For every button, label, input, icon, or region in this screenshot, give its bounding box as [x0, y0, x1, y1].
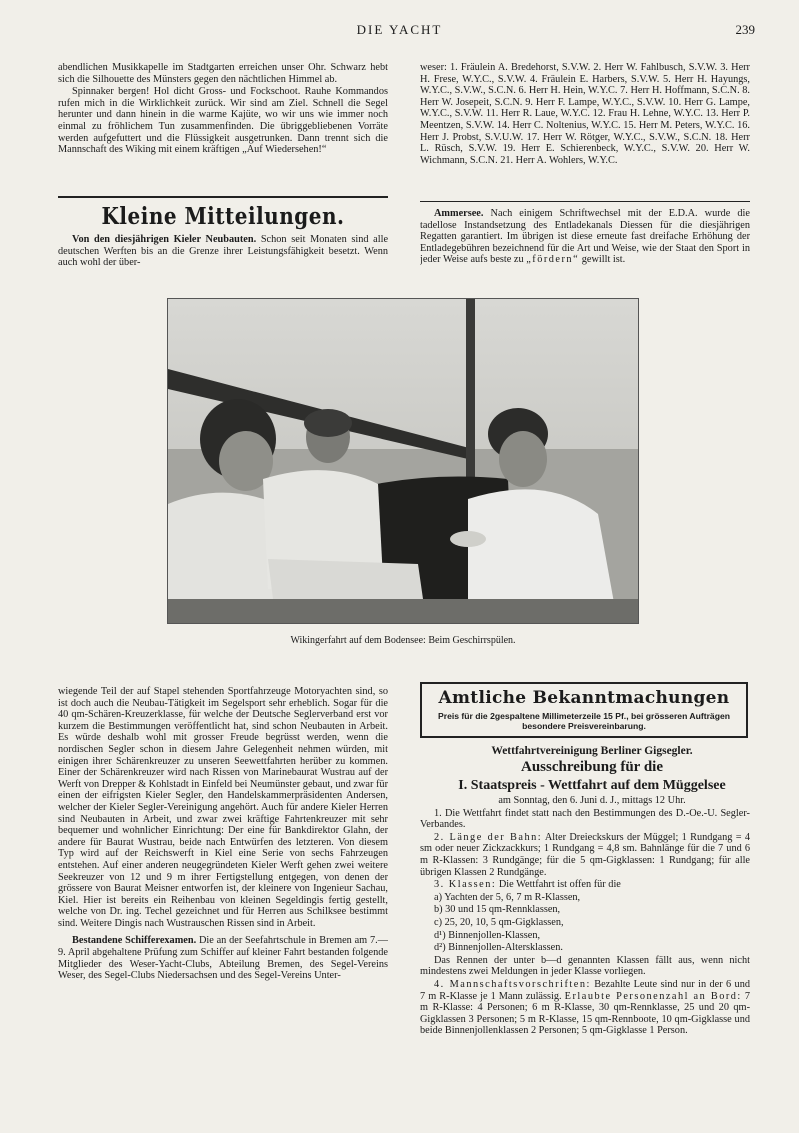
- class-d2: d²) Binnenjollen-Altersklassen.: [434, 942, 563, 954]
- ammersee-title: Ammersee.: [434, 208, 484, 219]
- page-number: 239: [735, 22, 755, 37]
- exam-list: weser: 1. Fräulein A. Bredehorst, S.V.W. 2. Herr W. Fahlbusch, S.V.W. 3. Herr H. Frese, W.Y.C., S.V.W. 4. Fräulein E. Harbers, S.V.W. 5. Herr H. Hayungs, W.Y.C., S.V.W., S.C.N. 6. Herr H. Hein, W.Y.C. 7. Herr H. Hoffmann, S.C.N. 8. Herr W. Josepeit, S.C.N. 9. Herr F. Lampe, W.Y.C., S.V.W. 10. Herr G. Lampe, W.Y.C., S.V.W. 11. Herr R. Laue, W.Y.C. 12. Frau H. Lehne, W.Y.C. 13. Herr P. Meentzen, S.V.W. 14. Herr C. Noltenius, W.Y.C. 15. Herr M. Peters, W.Y.C. 16. Herr J. Probst, S.V.U.W. 17. Herr W. Rötger, W.Y.C., S.V.W., S.C.N. 18. Herr L. Rüsch, S.V.W. 19. Herr E. Schierenbeck, W.Y.C., S.V.W. 20. Herr W. Wichmann, S.C.N. 21. Herr A. Wohlers, W.Y.C.: [420, 62, 750, 166]
- right-column-ammersee: [420, 208, 750, 274]
- schiffer-text: Die an der Seefahrtschule in Bremen am 7.—9. April abgehaltene Prüfung zum Schiffer auf kleiner Fahrt bestanden folgende Mitglieder des Weser-Yacht-Clubs, Abteilung Bremen, des Segel-Vereins Weser, des Segel-Clubs Niedersachsen und des Segel-Vereins Unter-: [58, 935, 388, 982]
- class-b: b) 30 und 15 qm-Rennklassen,: [434, 904, 561, 916]
- regatta-organizer: Wettfahrtvereinigung Berliner Gigsegler.: [491, 745, 693, 757]
- photograph-sailing-crew: [167, 298, 639, 624]
- ammersee-text: Nach einigem Schriftwechsel mit der E.D.A. wurde die tadellose Instandsetzung des Entladekanals Diessen für die diesjährigen Regatten garantiert. Im übrigen ist diese erneute fast dreifache Erhöhung der Entladegebühren bezeichnend für die Art und Weise, wie der Staat den Sport in jeder Weise aufs beste zu: [420, 208, 750, 266]
- regatta-item-4-label: 4. Mannschaftsvorschriften:: [434, 978, 591, 990]
- regatta-headline-1: Ausschreibung für die: [521, 759, 663, 775]
- regatta-item-3: Die Wettfahrt ist offen für die: [498, 879, 621, 891]
- class-a: a) Yachten der 5, 6, 7 m R-Klassen,: [434, 891, 581, 903]
- regatta-item-4-sub-label: Erlaubte Personenzahl an Bord:: [564, 990, 742, 1002]
- left-column-top: [58, 62, 388, 192]
- regatta-item-3-note: Das Rennen der unter b—d genannten Klassen fällt aus, wenn nicht mindestens zwei Meldungen in jeder Klasse vorliegen.: [420, 954, 750, 978]
- running-header: [0, 22, 799, 42]
- left-column-bottom: [58, 686, 388, 1066]
- ammersee-end: gewillt ist.: [581, 254, 626, 266]
- regatta-item-2-label: 2. Länge der Bahn:: [434, 831, 543, 843]
- section-heading: Kleine Mitteilungen.: [101, 202, 345, 230]
- right-column-bottom: [420, 744, 750, 1066]
- right-rule-top: [420, 201, 750, 202]
- photo-illustration: [168, 299, 639, 624]
- ammersee-emphasis: „fördern“: [526, 254, 580, 266]
- photo-caption: Wikingerfahrt auf dem Bodensee: Beim Geschirrspülen.: [290, 635, 516, 646]
- neubauten-title: Von den diesjährigen Kieler Neubauten.: [72, 234, 257, 245]
- neubauten-continued: wiegende Teil der auf Stapel stehenden Sportfahrzeuge Motoryachten sind, so ist doch auch die Neubau-Tätigkeit im Segelsport sehr erheblich. Sogar für die 40 qm-Schären-Kreuzerklasse, für welche der Deutsche Seglerverband erst vor kurzem die Bestimmungen veröffentlicht hat, sind schon Neubauten in Arbeit. Es würde deshalb wohl mit grosser Freude begrüsst werden, wenn die nordischen Segler schon in diesem Jahre Gelegenheit nehmen würden, mit einigen ihrer Schärenkreuzer zu unseren Seewettfahrten herüber zu kommen. Einer der Schärenkreuzer wird nach Rissen von Marinebaurat Wustrau auf der Werft von Drepper & Kohlstadt in Einfeld bei Neumünster gebaut, und zwar für einen der eifrigsten Kieler Segler, den Handelskammerpräsidenten Andersen, welcher der Kieler Segler-Vereinigung angehört. Auch für andere Kieler Herren sind Neubauten in Arbeit, und zwar zwei kräftige Fahrtenkreuzer mit sehr bequemer und wohnlicher Einrichtung: Der eine für Bankdirektor Glahn, der andere für Baurat Wustrau, beide nach Entwürfen des letzteren. Von diesem Typ wird auf der Reichswerft in Kiel eine Serie von sechs Fahrzeugen entstehen. Auf einer anderen neugegründeten Kieler Werft gehen zwei weitere Seekreuzer von 12 und 9 m ihrer Fertigstellung entgegen, von denen der grössere von Baurat Meisner entworfen ist, der kleinere von Ingenieur Sachau, Kiel. Hier ist bereits ein Reihenbau von kleinen Segeldingis fertig gestellt, welche von Dr. ing. Techel gezeichnet und für Herren aus Schilksee bestimmt sind. Weitere Dingis nach Wustrauschen Rissen sind in Arbeit.: [58, 686, 388, 929]
- schiffer-title: Bestandene Schifferexamen.: [72, 935, 197, 947]
- regatta-item-2: Alter Dreieckskurs der Müggel; 1 Rundgang = 4 sm oder neuer Zickzackkurs; 1 Rundgang = 4,8 sm. Bahnlänge für die 7 und 6 m R-Klassen: 3 Rundgänge; für die 5 qm-Gigklassen: 1 Rundgang; für alle übrigen Klassen 2 Rundgänge.: [420, 831, 750, 878]
- class-d1: d¹) Binnenjollen-Klassen,: [434, 929, 541, 941]
- paragraph-music: abendlichen Musikkapelle im Stadtgarten erreichen unser Ohr. Schwarz hebt sich die Silhouette des Münsters gegen den nächtlichen Himmel ab.: [58, 62, 388, 85]
- class-c: c) 25, 20, 10, 5 qm-Gigklassen,: [434, 916, 564, 928]
- regatta-headline-2: I. Staatspreis - Wettfahrt auf dem Müggelsee: [458, 778, 726, 793]
- neubauten-intro: Schon seit Monaten sind alle deutschen Werften bis an die Grenze ihrer Leistungsfähigkeit besetzt. Wenn auch wohl der über-: [58, 234, 388, 269]
- regatta-date: am Sonntag, den 6. Juni d. J., mittags 12 Uhr.: [498, 795, 686, 806]
- announcements-box: [420, 682, 748, 738]
- magazine-title: DIE YACHT: [356, 22, 443, 37]
- section-rule-top: [58, 196, 388, 198]
- right-column-top: [420, 62, 750, 198]
- announcements-title: Amtliche Bekanntmachungen: [438, 688, 730, 708]
- price-line-1: Preis für die 2gespaltene Millimeterzeile 15 Pf., bei grösseren Aufträgen: [438, 711, 730, 721]
- regatta-item-3-label: 3. Klassen:: [434, 879, 497, 891]
- regatta-item-4-sub: 7 m R-Klasse: 4 Personen; 6 m R-Klasse, 30 qm-Rennklasse, 25 und 20 qm-Gigklassen 3 Personen; 5 m R-Klasse, 15 qm-Rennboote, 10 qm-Gigklasse und beide Binnenjollenklassen 2 Personen; 5 qm-Gigklasse 1 Person.: [420, 990, 750, 1037]
- regatta-item-4: Bezahlte Leute sind nur in der 6 und 7 m R-Klasse je 1 Mann zulässig.: [420, 978, 750, 1002]
- left-column-neubauten-intro: [58, 234, 388, 274]
- price-line-2: besondere Preisvereinbarung.: [522, 721, 646, 731]
- regatta-item-1: 1. Die Wettfahrt findet statt nach den Bestimmungen des D.-Oe.-U. Segler-Verbandes.: [420, 807, 750, 831]
- paragraph-spinnaker: Spinnaker bergen! Hol dicht Gross- und Fockschoot. Rauhe Kommandos rufen mich in die Wirklichkeit zurück. Wir sind am Ziel. Schnell die Segel herunter und dann hinein in die warme Kajüte, wo wir uns wie immer noch einmal zu fröhlichem Tun zusammenfinden. Die übriggebliebenen Vorräte werden aufgefuttert und die Flüssigkeit ausgetrunken. Dann trennt sich die Mannschaft des Wiking mit einem kräftigen „Auf Wiedersehen!“: [58, 86, 388, 156]
